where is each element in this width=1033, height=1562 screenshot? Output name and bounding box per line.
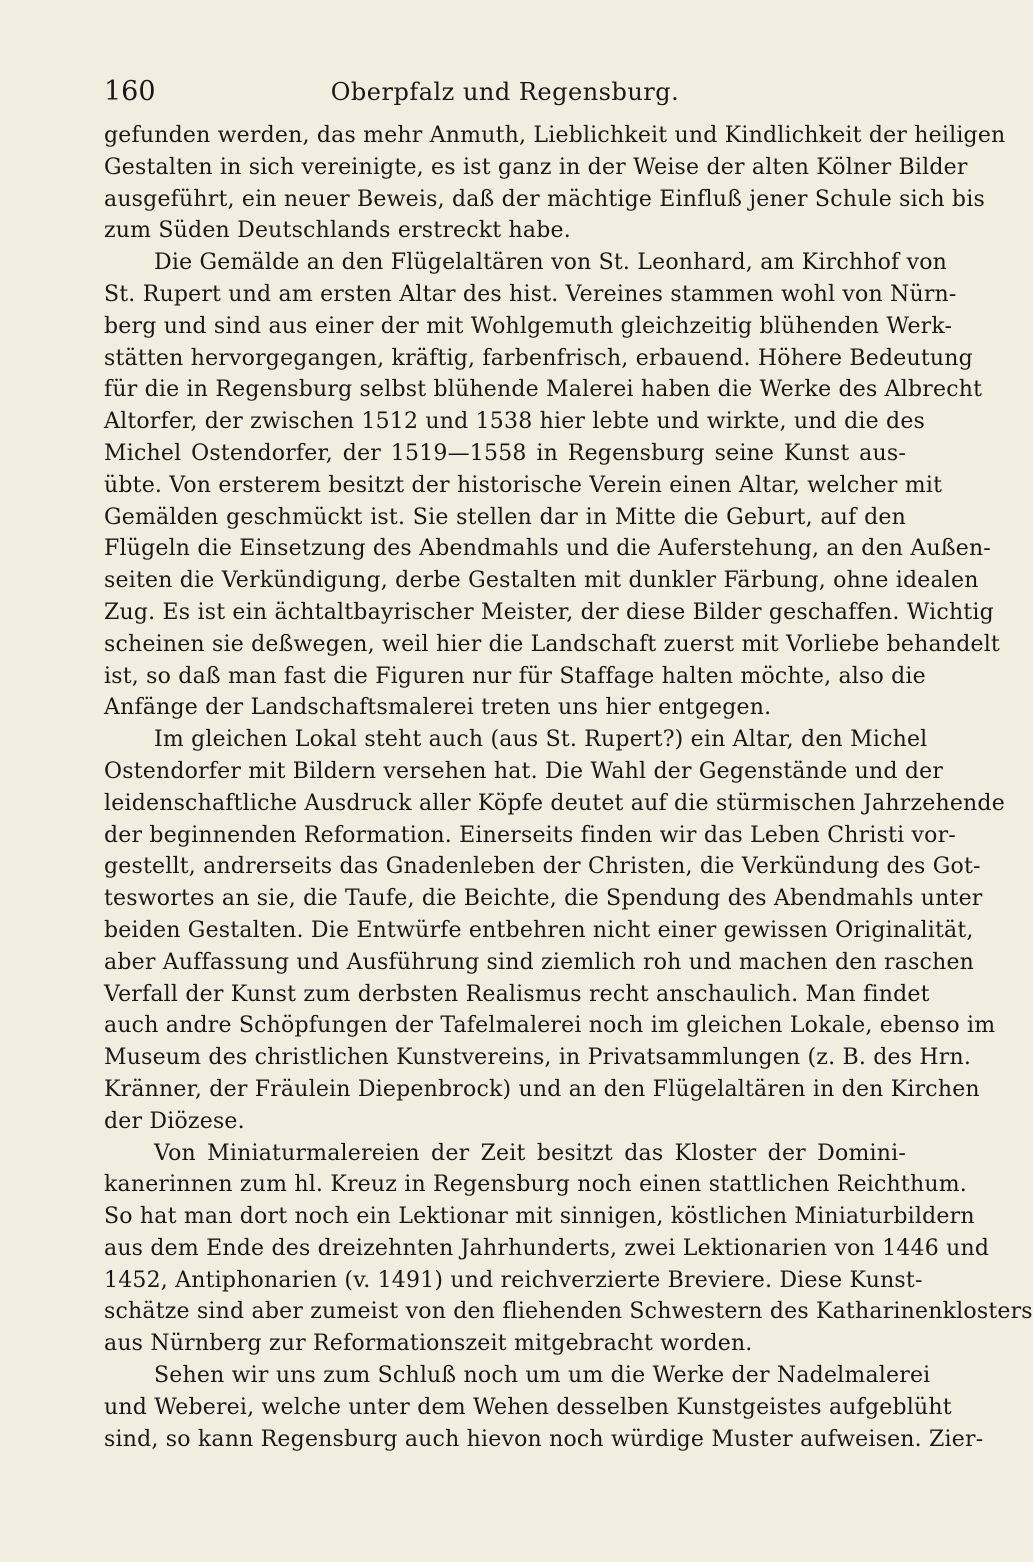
text-line: gestellt, andrerseits das Gnadenleben der Christen, die Verkündung des Got- [104, 854, 981, 880]
text-line: 1452, Antiphonarien (v. 1491) und reichverzierte Breviere. Diese Kunst- [104, 1267, 923, 1293]
text-line: Gemälden geschmückt ist. Sie stellen dar in Mitte die Geburt, auf den [104, 504, 906, 530]
text-line: Zug. Es ist ein ächtaltbayrischer Meister, der diese Bilder geschaffen. Wichtig [104, 599, 994, 625]
text-line: berg und sind aus einer der mit Wohlgemuth gleichzeitig blühenden Werk- [104, 313, 953, 339]
text-line: aus Nürnberg zur Reformationszeit mitgebracht worden. [104, 1331, 753, 1357]
text-line: aber Auffassung und Ausführung sind ziemlich roh und machen den raschen [104, 949, 975, 975]
text-line: für die in Regensburg selbst blühende Malerei haben die Werke des Albrecht [104, 377, 983, 403]
text-line: gefunden werden, das mehr Anmuth, Lieblichkeit und Kindlichkeit der heiligen [104, 123, 1006, 148]
text-line: der beginnenden Reformation. Einerseits finden wir das Leben Christi vor- [104, 822, 956, 848]
text-line: Altorfer, der zwischen 1512 und 1538 hier lebte und wirkte, und die des [104, 409, 926, 435]
text-line: Die Gemälde an den Flügelaltären von St. Leonhard, am Kirchhof von [154, 250, 948, 276]
text-line: sind, so kann Regensburg auch hievon noch würdige Muster aufweisen. Zier- [104, 1426, 984, 1452]
text-line: So hat man dort noch ein Lektionar mit sinnigen, köstlichen Miniaturbildern [104, 1204, 975, 1230]
text-line: schätze sind aber zumeist von den fliehenden Schwestern des Katharinenklosters [104, 1299, 1033, 1325]
running-title: Oberpfalz und Regensburg. [330, 78, 680, 106]
text-line: beiden Gestalten. Die Entwürfe entbehren nicht einer gewissen Originalität, [104, 917, 974, 943]
text-line: leidenschaftliche Ausdruck aller Köpfe deutet auf die stürmischen Jahrzehende [104, 790, 1005, 816]
text-line: übte. Von ersterem besitzt der historische Verein einen Altar, welcher mit [104, 472, 943, 498]
body-text [104, 120, 1033, 1455]
text-line: ist, so daß man fast die Figuren nur für Staffage halten möchte, also die [104, 663, 926, 689]
text-line: scheinen sie deßwegen, weil hier die Landschaft zuerst mit Vorliebe behandelt [104, 631, 1000, 657]
text-line: auch andre Schöpfungen der Tafelmalerei noch im gleichen Lokale, ebenso im [104, 1013, 996, 1039]
text-line: aus dem Ende des dreizehnten Jahrhunderts, zwei Lektionarien von 1446 und [104, 1235, 990, 1261]
page-number: 160 [104, 76, 156, 107]
text-line: Ostendorfer mit Bildern versehen hat. Die Wahl der Gegenstände und der [104, 758, 944, 784]
text-line: ausgeführt, ein neuer Beweis, daß der mächtige Einfluß jener Schule sich bis [104, 186, 985, 212]
text-line: Gestalten in sich vereinigte, es ist ganz in der Weise der alten Kölner Bilder [104, 154, 968, 180]
text-line: der Diözese. [104, 1108, 245, 1134]
text-line: Im gleichen Lokal steht auch (aus St. Rupert?) ein Altar, den Michel [154, 727, 928, 753]
text-line: Kränner, der Fräulein Diepenbrock) und an den Flügelaltären in den Kirchen [104, 1076, 980, 1102]
text-line: teswortes an sie, die Taufe, die Beichte, die Spendung des Abendmahls unter [104, 886, 983, 912]
text-line: zum Süden Deutschlands erstreckt habe. [104, 218, 571, 244]
text-line: stätten hervorgegangen, kräftig, farbenfrisch, erbauend. Höhere Bedeutung [104, 345, 973, 371]
text-line: Anfänge der Landschaftsmalerei treten uns hier entgegen. [104, 695, 772, 721]
text-line: seiten die Verkündigung, derbe Gestalten mit dunkler Färbung, ohne idealen [104, 568, 979, 594]
text-line: kanerinnen zum hl. Kreuz in Regensburg noch einen stattlichen Reichthum. [104, 1172, 967, 1198]
text-line: Museum des christlichen Kunstvereins, in Privatsammlungen (z. B. des Hrn. [104, 1045, 972, 1071]
text-line: Verfall der Kunst zum derbsten Realismus recht anschaulich. Man findet [104, 981, 930, 1007]
text-line: Sehen wir uns zum Schluß noch um um die Werke der Nadelmalerei [154, 1363, 931, 1389]
text-line: Von Miniaturmalereien der Zeit besitzt das Kloster der Domini- [154, 1140, 906, 1166]
text-line: St. Rupert und am ersten Altar des hist. Vereines stammen wohl von Nürn- [104, 281, 957, 307]
text-line: und Weberei, welche unter dem Wehen desselben Kunstgeistes aufgeblüht [104, 1394, 952, 1420]
text-line: Michel Ostendorfer, der 1519—1558 in Regensburg seine Kunst aus- [104, 440, 906, 466]
page-header [104, 72, 906, 112]
text-line: Flügeln die Einsetzung des Abendmahls und die Auferstehung, an den Außen- [104, 536, 991, 562]
